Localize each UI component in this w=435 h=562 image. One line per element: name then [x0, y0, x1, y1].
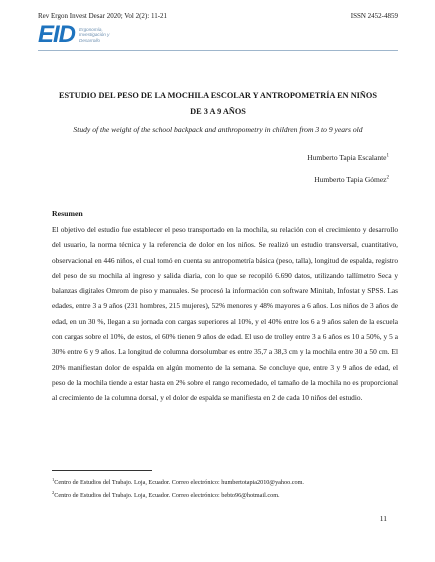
abstract-text: El objetivo del estudio fue establecer el peso transportado en la mochila, su relación con el crecimiento y desarrollo del usuario, la norma técnica y la referencia de dolor en los niños. Se realizó un estudio transversal, cuantitativo, observacional en 446 niños, el cual tomó en cuenta su antropometría básica (peso, talla), longitud de espalda, registro del peso de su mochila al ingreso y salida diaria, con lo que se recopiló 6.690 datos, utilizando tallímetro Seca y balanzas digitales Omrom de piso y manuales. Se procesó la información con software Minitab, Infostat y SPSS. Las edades, entre 3 a 9 años (231 hombres, 215 mujeres), 52% menores y 48% mayores a 6 años. Los niños de 3 años de edad, en un 30 %, llegan a su jornada con cargas superiores al 10%, y el 40% entre los 6 a 9 años salen de la escuela con cargas sobre el 10%, de estos, el 60% tienen 9 años de edad. El uso de trolley entre 3 a 6 años es 10 a 50%, y 5 a 30% entre 6 y 9 años. La longitud de columna dorsolumbar es entre 35,7 a 38,3 cm y la mochila entre 30 a 50 cm. El 20% manifiestan dolor de espalda en algún momento de la semana. Se concluye que, entre 3 y 9 años de edad, el peso de la mochila tiende a estar hasta en 2% sobre el rango recomedado, el tamaño de la mochila no es proporcional al crecimiento de la columna dorsal, y el dolor de espalda se manifiesta en 2 de cada 10 niños del estudio.: [52, 225, 398, 403]
article-subtitle: Study of the weight of the school backpack and anthropometry in children from 3 to 9 years old: [73, 125, 363, 134]
article-title: [38, 88, 398, 120]
author-1: [307, 153, 389, 163]
logo-line-2: Investigación y: [79, 32, 110, 38]
author-2-name: Humberto Tapia Gómez: [314, 175, 387, 184]
header-divider: [38, 50, 398, 51]
section-heading: Resumen: [52, 209, 83, 218]
logo-line-3: Desarrollo: [79, 37, 100, 43]
logo-mark: EID: [38, 21, 76, 48]
author-1-sup: 1: [386, 153, 389, 159]
footnote-2: [52, 491, 280, 500]
running-header: [38, 12, 398, 22]
footnote-1-text: Centro de Estudios del Trabajo. Loja, Ecuador. Correo electrónico: humbertotapia2010@yahoo.com.: [54, 479, 304, 486]
journal-logo: [38, 22, 158, 48]
title-line-1: ESTUDIO DEL PESO DE LA MOCHILA ESCOLAR Y ANTROPOMETRÍA EN NIÑOS: [59, 91, 377, 100]
footnote-1-sup: 1: [52, 476, 55, 482]
issn: ISSN 2452-4859: [350, 12, 398, 20]
author-1-name: Humberto Tapia Escalante: [307, 153, 387, 162]
logo-subtitle: [79, 27, 109, 43]
journal-citation: Rev Ergon Invest Desar 2020; Vol 2(2): 11-21: [38, 12, 168, 20]
page-number: 11: [379, 514, 387, 523]
author-2: [314, 175, 389, 185]
author-2-sup: 2: [386, 175, 389, 181]
footnote-divider: [52, 470, 152, 471]
footnote-1: [52, 478, 304, 487]
logo-line-1: Ergonomía,: [79, 26, 103, 32]
title-line-2: DE 3 A 9 AÑOS: [190, 107, 246, 116]
footnote-2-sup: 2: [52, 489, 55, 495]
footnote-2-text: Centro de Estudios del Trabajo. Loja, Ecuador. Correo electrónico: bebto96@hotmail.com.: [54, 492, 280, 499]
